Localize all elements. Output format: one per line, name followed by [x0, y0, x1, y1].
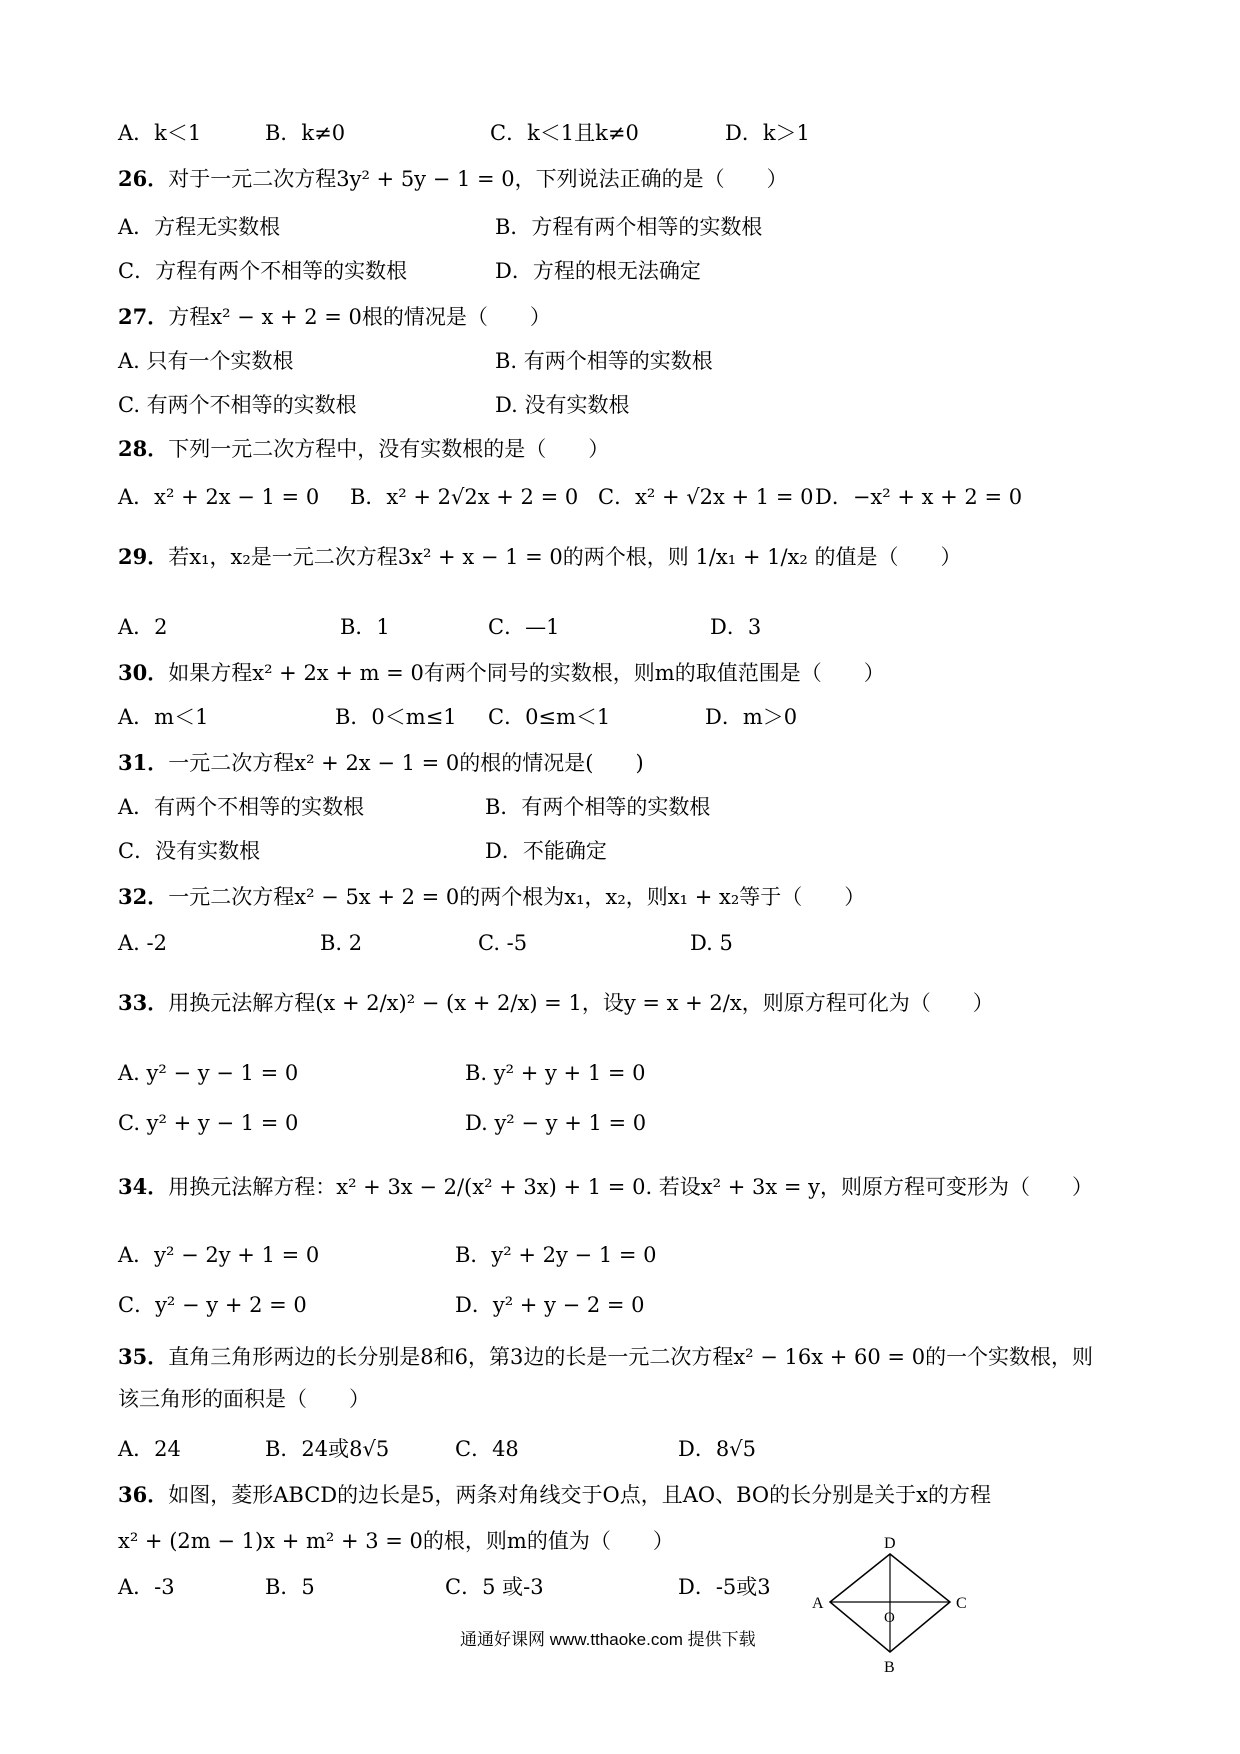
question-option	[118, 1434, 181, 1464]
rhombus-abcd-figure	[810, 1536, 980, 1676]
question-text: B. 有两个相等的实数根	[495, 349, 713, 373]
question-option	[118, 702, 208, 732]
question-option	[118, 346, 294, 376]
question-option	[118, 256, 407, 286]
question-option	[710, 612, 761, 642]
question-option	[705, 702, 797, 732]
question-text: C．0≤m＜1	[488, 705, 611, 729]
question-option	[118, 1058, 298, 1088]
question-option	[118, 1526, 674, 1556]
question-option	[320, 928, 362, 958]
question-stem	[118, 658, 885, 688]
label-a: A	[812, 1595, 824, 1612]
question-stem	[118, 748, 644, 778]
question-text: D. 没有实数根	[495, 393, 630, 417]
question-option	[265, 1434, 389, 1464]
question-option	[465, 1058, 646, 1088]
question-text: A．m＜1	[118, 705, 209, 729]
question-text: D. y² − y + 1 = 0	[465, 1111, 647, 1135]
question-text: 对于一元二次方程3y² + 5y − 1 = 0，下列说法正确的是（ ）	[168, 167, 788, 191]
question-text: C．x² + √2x + 1 = 0	[598, 485, 814, 509]
question-option	[488, 612, 559, 642]
question-text: B．1	[340, 615, 390, 639]
question-text: C．5 或-3	[445, 1575, 544, 1599]
question-text: D．y² + y − 2 = 0	[455, 1293, 645, 1317]
question-option	[485, 836, 607, 866]
question-text: A．-3	[118, 1575, 175, 1599]
question-text: 用换元法解方程(x + 2/x)² − (x + 2/x) = 1，设y = x + 2/x，则原方程可化为（ ）	[168, 991, 994, 1015]
question-option	[490, 118, 639, 148]
question-text: A．k＜1	[118, 121, 202, 145]
question-option	[118, 1290, 307, 1320]
question-option	[118, 612, 168, 642]
question-text: C．—1	[488, 615, 560, 639]
question-option	[340, 612, 390, 642]
question-option	[815, 482, 1022, 512]
question-stem	[118, 1480, 991, 1510]
question-text: D．8√5	[678, 1437, 756, 1461]
question-text: D．方程的根无法确定	[495, 259, 701, 283]
question-text: B．5	[265, 1575, 315, 1599]
question-option	[488, 702, 610, 732]
question-text: C．k＜1且k≠0	[490, 121, 639, 145]
footer-credit: 通通好课网 www.tthaoke.com 提供下载	[460, 1630, 756, 1649]
label-o: O	[884, 1610, 895, 1626]
question-text: C. y² + y − 1 = 0	[118, 1111, 299, 1135]
question-text: 方程x² − x + 2 = 0根的情况是（ ）	[168, 305, 551, 329]
question-number: 36．	[118, 1482, 169, 1507]
question-option	[455, 1434, 519, 1464]
question-text: B．y² + 2y − 1 = 0	[455, 1243, 657, 1267]
question-stem	[118, 542, 961, 572]
question-stem	[118, 1172, 1093, 1202]
question-text: A．x² + 2x − 1 = 0	[118, 485, 320, 509]
question-option	[118, 212, 280, 242]
question-number: 26．	[118, 166, 169, 191]
question-text: B. 2	[320, 931, 363, 955]
question-option	[118, 482, 319, 512]
question-text: B．方程有两个相等的实数根	[495, 215, 763, 239]
question-option	[598, 482, 813, 512]
question-option	[678, 1434, 756, 1464]
question-option	[725, 118, 810, 148]
label-c: C	[956, 1595, 967, 1612]
question-text: 如图，菱形ABCD的边长是5，两条对角线交于O点，且AO、BO的长分别是关于x的方程	[168, 1483, 991, 1507]
question-option	[495, 390, 629, 420]
question-option	[495, 346, 713, 376]
question-option	[478, 928, 527, 958]
question-number: 34．	[118, 1174, 169, 1199]
question-option	[495, 256, 701, 286]
question-text: C. -5	[478, 931, 528, 955]
question-text: B．0＜m≤1	[335, 705, 457, 729]
question-text: C．y² − y + 2 = 0	[118, 1293, 307, 1317]
question-text: A．y² − 2y + 1 = 0	[118, 1243, 320, 1267]
question-text: A．24	[118, 1437, 181, 1461]
question-option	[690, 928, 733, 958]
question-option	[265, 118, 345, 148]
question-text: C．方程有两个不相等的实数根	[118, 259, 408, 283]
question-text: 该三角形的面积是（ ）	[118, 1387, 370, 1411]
question-number: 29．	[118, 544, 169, 569]
question-option	[118, 118, 201, 148]
question-text: A．有两个不相等的实数根	[118, 795, 365, 819]
question-text: B．x² + 2√2x + 2 = 0	[350, 485, 579, 509]
question-text: A．方程无实数根	[118, 215, 281, 239]
question-text: A. -2	[118, 931, 167, 955]
question-stem	[118, 434, 609, 464]
question-text: B．k≠0	[265, 121, 346, 145]
question-option	[118, 390, 357, 420]
question-option	[495, 212, 762, 242]
question-text: 若x₁，x₂是一元二次方程3x² + x − 1 = 0的两个根，则 1/x₁ + 1/x₂ 的值是（ ）	[168, 545, 962, 569]
question-stem	[118, 988, 994, 1018]
question-text: C. 有两个不相等的实数根	[118, 393, 357, 417]
question-text: 用换元法解方程：x² + 3x − 2/(x² + 3x) + 1 = 0. 若设x² + 3x = y，则原方程可变形为（ ）	[168, 1175, 1094, 1199]
question-option	[118, 792, 364, 822]
question-number: 33．	[118, 990, 169, 1015]
question-text: C．48	[455, 1437, 519, 1461]
question-stem	[118, 1342, 1093, 1372]
question-stem	[118, 302, 551, 332]
question-number: 32．	[118, 884, 169, 909]
question-text: B．24或8√5	[265, 1437, 390, 1461]
question-text: B．有两个相等的实数根	[485, 795, 711, 819]
question-number: 30．	[118, 660, 169, 685]
question-text: B. y² + y + 1 = 0	[465, 1061, 646, 1085]
question-option	[265, 1572, 315, 1602]
question-text: D．−x² + x + 2 = 0	[815, 485, 1023, 509]
question-text: x² + (2m − 1)x + m² + 3 = 0的根，则m的值为（ ）	[118, 1529, 674, 1553]
label-b: B	[884, 1659, 895, 1676]
question-number: 28．	[118, 436, 169, 461]
question-option	[455, 1240, 657, 1270]
question-text: D．k＞1	[725, 121, 810, 145]
label-d: D	[884, 1536, 896, 1552]
question-option	[118, 1572, 175, 1602]
question-option	[350, 482, 578, 512]
question-option	[455, 1290, 645, 1320]
question-option	[335, 702, 457, 732]
question-option	[445, 1572, 544, 1602]
question-option	[118, 1384, 370, 1414]
question-option	[678, 1572, 771, 1602]
question-text: A. y² − y − 1 = 0	[118, 1061, 299, 1085]
question-text: C．没有实数根	[118, 839, 261, 863]
question-number: 35．	[118, 1344, 169, 1369]
question-option	[465, 1108, 646, 1138]
question-text: 如果方程x² + 2x + m = 0有两个同号的实数根，则m的取值范围是（ ）	[168, 661, 885, 685]
question-text: D．不能确定	[485, 839, 607, 863]
question-number: 31．	[118, 750, 169, 775]
question-option	[118, 928, 167, 958]
question-text: 一元二次方程x² − 5x + 2 = 0的两个根为x₁，x₂，则x₁ + x₂等于（ ）	[168, 885, 866, 909]
question-stem	[118, 164, 788, 194]
question-option	[118, 1108, 298, 1138]
question-text: 下列一元二次方程中，没有实数根的是（ ）	[168, 437, 610, 461]
question-option	[118, 836, 260, 866]
question-option	[485, 792, 710, 822]
question-text: D．3	[710, 615, 762, 639]
question-text: A．2	[118, 615, 168, 639]
question-text: 一元二次方程x² + 2x − 1 = 0的根的情况是( )	[168, 751, 644, 775]
question-option	[118, 1240, 319, 1270]
question-number: 27．	[118, 304, 169, 329]
question-text: D. 5	[690, 931, 733, 955]
question-text: A. 只有一个实数根	[118, 349, 294, 373]
question-text: D．-5或3	[678, 1575, 771, 1599]
question-stem	[118, 882, 865, 912]
question-text: 直角三角形两边的长分别是8和6，第3边的长是一元二次方程x² − 16x + 60 = 0的一个实数根，则	[168, 1345, 1094, 1369]
question-text: D．m＞0	[705, 705, 798, 729]
